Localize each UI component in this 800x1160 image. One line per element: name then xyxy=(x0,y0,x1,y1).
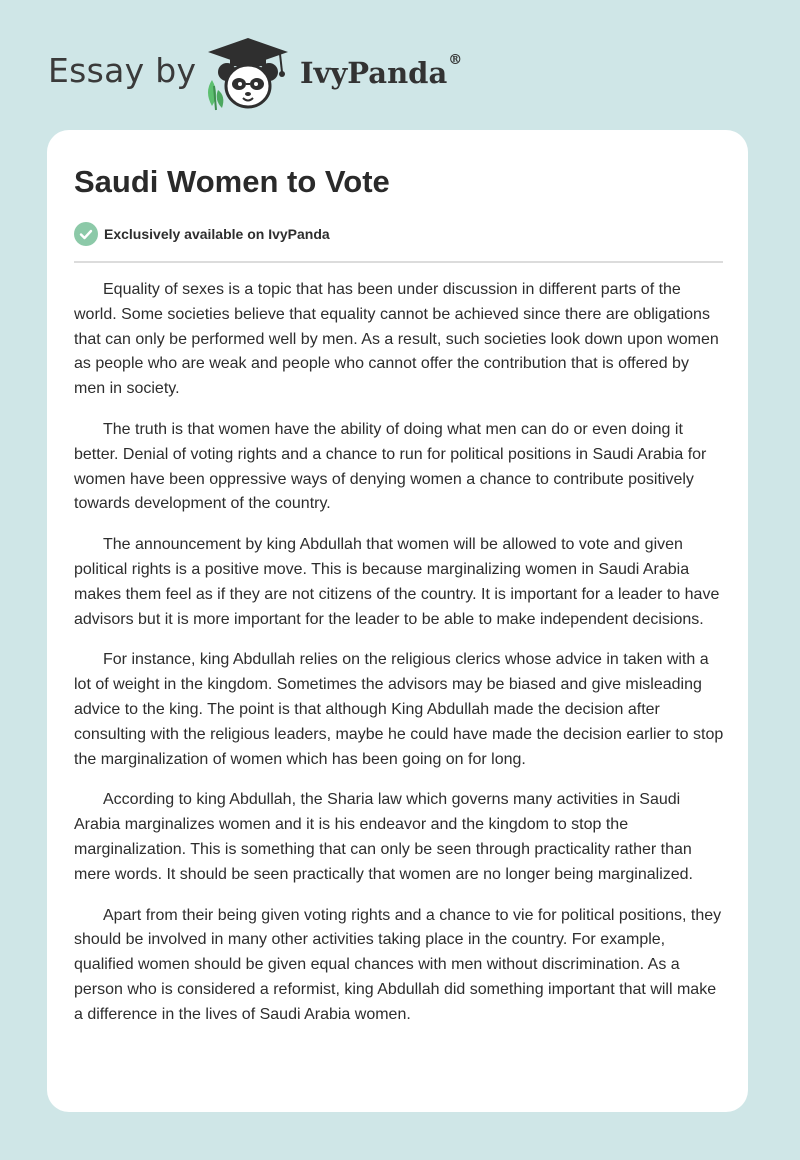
essay-card xyxy=(47,130,748,1112)
registered-mark: ® xyxy=(448,52,463,68)
paragraph: Equality of sexes is a topic that has been under discussion in different parts of the world. Some societies believe that equality cannot be achieved since there are obligations that can only be performed well by men. As a result, such societies look down upon women as people who are weak and people who cannot offer the contribution that is offered by men in society. xyxy=(74,281,719,398)
brand-name-text: IvyPanda xyxy=(300,56,448,90)
badge-text: Exclusively available on IvyPanda xyxy=(104,226,330,242)
exclusive-badge xyxy=(74,222,330,246)
paragraph: For instance, king Abdullah relies on the religious clerics whose advice in taken with a lot of weight in the kingdom. Sometimes the advisors may be biased and give misleading advice to the king. The point is that although King Abdullah made the decision after consulting with the religious leaders, maybe he could have made the decision earlier to stop the marginalization of women which has been going on for long. xyxy=(74,651,724,768)
essay-title: Saudi Women to Vote xyxy=(74,164,390,199)
divider xyxy=(74,261,723,263)
paragraph: According to king Abdullah, the Sharia law which governs many activities in Saudi Arabia marginalizes women and it is his endeavor and the kingdom to stop the marginalization. This is something that can only be seen through practicality rather than mere words. It should be seen practically that women are no longer being marginalized. xyxy=(74,791,693,883)
check-circle-icon xyxy=(74,222,98,246)
paragraph: The announcement by king Abdullah that women will be allowed to vote and given political rights is a positive move. This is because marginalizing women in Saudi Arabia makes them feel as if they are not citizens of the country. It is important for a leader to have advisors but it is more important for the leader to be able to make independent decisions. xyxy=(74,536,720,628)
brand-name xyxy=(300,52,463,90)
paragraph: The truth is that women have the ability of doing what men can do or even doing it better. Denial of voting rights and a chance to run for political positions in Saudi Arabia for women have been oppressive ways of denying women a chance to contribute positively towards development of the country. xyxy=(74,420,707,513)
essay-body xyxy=(74,278,724,1044)
brand-prefix: Essay by xyxy=(48,51,197,90)
brand-header xyxy=(48,34,508,114)
panda-graduate-icon xyxy=(200,34,296,112)
paragraph: Apart from their being given voting rights and a chance to vie for political positions, they should be involved in many other activities taking place in the country. For example, qualified women should be given equal chances with men without discrimination. As a person who is considered a reformist, king Abdullah did something important that will make a difference in the lives of Saudi Arabia women. xyxy=(74,906,722,1023)
